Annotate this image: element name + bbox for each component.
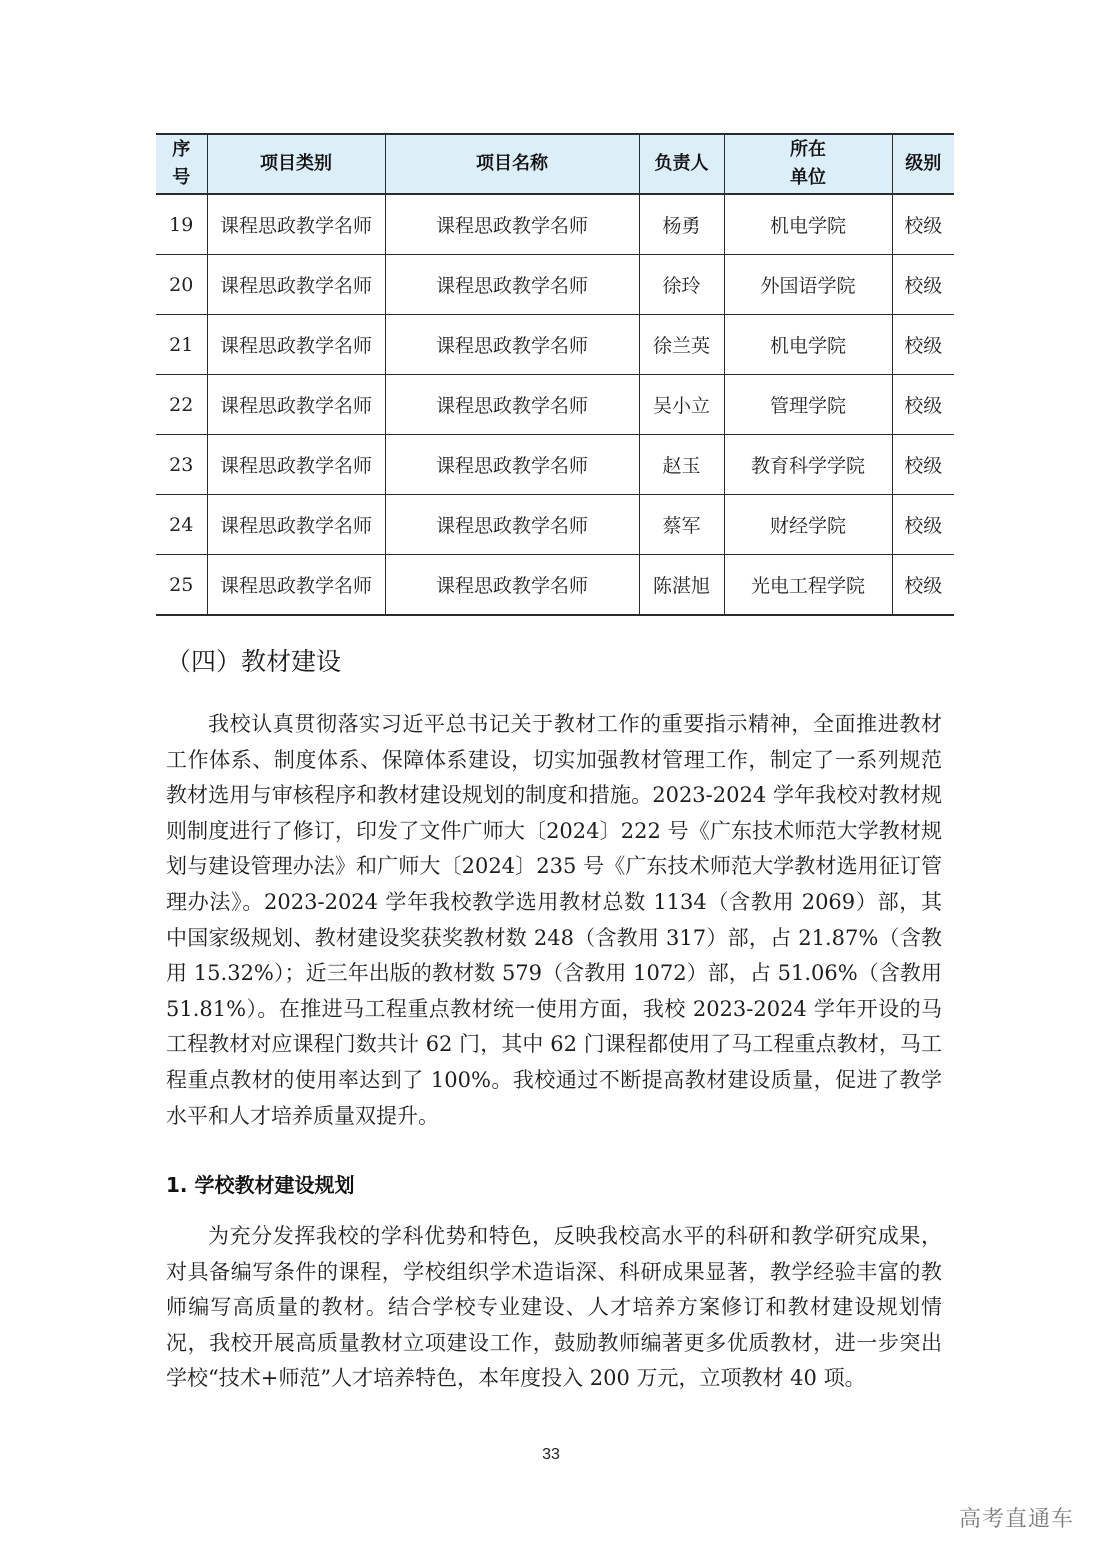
cell-leader: 吴小立 [639,375,724,435]
section-heading: （四）教材建设 [166,647,342,676]
cell-project-name: 课程思政教学名师 [385,495,639,555]
header-unit: 所在单位 [724,134,892,194]
subsection-heading: 1. 学校教材建设规划 [166,1173,355,1197]
cell-project-name: 课程思政教学名师 [385,315,639,375]
cell-category: 课程思政教学名师 [207,255,385,315]
header-leader: 负责人 [639,134,724,194]
project-table [156,133,954,616]
table-row [156,255,954,315]
cell-category: 课程思政教学名师 [207,194,385,255]
header-project-name: 项目名称 [385,134,639,194]
cell-level: 校级 [892,194,954,255]
table-row [156,194,954,255]
cell-serial: 20 [156,255,207,315]
cell-project-name: 课程思政教学名师 [385,435,639,495]
table-row [156,375,954,435]
cell-category: 课程思政教学名师 [207,435,385,495]
cell-unit: 光电工程学院 [724,555,892,616]
cell-serial: 19 [156,194,207,255]
header-serial: 序号 [156,134,207,194]
watermark: 高考直通车 [958,1507,1074,1532]
cell-category: 课程思政教学名师 [207,555,385,616]
cell-unit: 财经学院 [724,495,892,555]
cell-level: 校级 [892,255,954,315]
cell-serial: 25 [156,555,207,616]
cell-category: 课程思政教学名师 [207,495,385,555]
cell-project-name: 课程思政教学名师 [385,255,639,315]
cell-leader: 徐兰英 [639,315,724,375]
cell-level: 校级 [892,375,954,435]
cell-unit: 机电学院 [724,315,892,375]
cell-project-name: 课程思政教学名师 [385,555,639,616]
cell-serial: 24 [156,495,207,555]
cell-category: 课程思政教学名师 [207,375,385,435]
header-level: 级别 [892,134,954,194]
cell-level: 校级 [892,435,954,495]
cell-project-name: 课程思政教学名师 [385,194,639,255]
table-row [156,435,954,495]
page-number: 33 [542,1446,560,1463]
cell-unit: 教育科学学院 [724,435,892,495]
body-paragraph: 为充分发挥我校的学科优势和特色，反映我校高水平的科研和教学研究成果，对具备编写条件的课程，学校组织学术造诣深、科研成果显著，教学经验丰富的教师编写高质量的教材。结合学校专业建设、人才培养方案修订和教材建设规划情况，我校开展高质量教材立项建设工作，鼓励教师编著更多优质教材，进一步突出学校“技术+师范”人才培养特色，本年度投入 200 万元，立项教材 40 项。 [166,1224,942,1391]
table-row [156,315,954,375]
body-paragraph: 我校认真贯彻落实习近平总书记关于教材工作的重要指示精神，全面推进教材工作体系、制度体系、保障体系建设，切实加强教材管理工作，制定了一系列规范教材选用与审核程序和教材建设规划的制度和措施。2023-2024 学年我校对教材规则制度进行了修订，印发了文件广师大〔2024〕222 号《广东技术师范大学教材规划与建设管理办法》和广师大〔2024〕235 号《广东技术师范大学教材选用征订管理办法》。2023-2024 学年我校教学选用教材总数 1134（含教用 2069）部，其中国家级规划、教材建设奖获奖教材数 248（含教用 317）部，占 21.87%（含教用 15.32%）；近三年出版的教材数 579（含教用 1072）部，占 51.06%（含教用 51.81%）。在推进马工程重点教材统一使用方面，我校 2023-2024 学年开设的马工程教材对应课程门数共计 62 门，其中 62 门课程都使用了马工程重点教材，马工程重点教材的使用率达到了 100%。我校通过不断提高教材建设质量，促进了教学水平和人才培养质量双提升。 [166,712,942,1128]
table-row [156,555,954,616]
table-header-row [156,134,954,194]
cell-level: 校级 [892,555,954,616]
cell-leader: 杨勇 [639,194,724,255]
cell-serial: 23 [156,435,207,495]
cell-unit: 外国语学院 [724,255,892,315]
table-row [156,495,954,555]
cell-serial: 21 [156,315,207,375]
cell-unit: 机电学院 [724,194,892,255]
cell-unit: 管理学院 [724,375,892,435]
cell-leader: 赵玉 [639,435,724,495]
cell-level: 校级 [892,495,954,555]
cell-leader: 陈湛旭 [639,555,724,616]
cell-serial: 22 [156,375,207,435]
cell-leader: 徐玲 [639,255,724,315]
cell-leader: 蔡军 [639,495,724,555]
cell-level: 校级 [892,315,954,375]
cell-category: 课程思政教学名师 [207,315,385,375]
header-category: 项目类别 [207,134,385,194]
cell-project-name: 课程思政教学名师 [385,375,639,435]
